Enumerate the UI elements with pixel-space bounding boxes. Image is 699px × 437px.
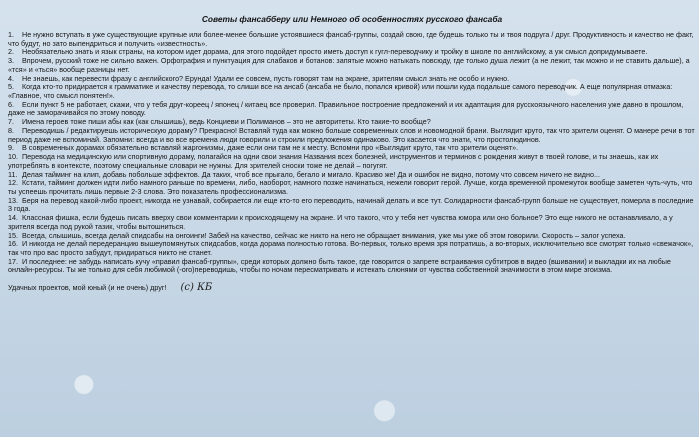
tip-number: 16. bbox=[8, 239, 18, 249]
tip-number: 17. bbox=[8, 256, 18, 266]
tip-text: И последнее: не забудь написать кучу «правил фансаб-группы», среди которых должно быть такое, где говорится о запрете встраивания субтитров в видео (вшивании) и выкладки их на любые онлайн-ресурсы. Ты же только для себя любимой (-ого)переводишь, чтобы по ночам пересматривать и истекать слюнями от чувства собственной значимости в этом мире эгоизма. bbox=[8, 256, 671, 275]
tip-number: 4. bbox=[8, 73, 14, 83]
tip-text: Не нужно вступать в уже существующие крупные или более-менее большие устоявшиеся фансаб-группы, создай свою, где будешь только ты и твоя подруга / друг. Продуктивность и качество не факт, что будут, но зато выпендриться и получить «известность». bbox=[8, 30, 694, 48]
tip-number: 14. bbox=[8, 213, 18, 223]
tip-number: 6. bbox=[8, 99, 14, 109]
tip-text: В современных дорамах обязательно вставляй жаргонизмы, даже если они там не к месту. Вспомни про «Выглядит круто, так что зрители оценят». bbox=[22, 143, 519, 153]
tip-number: 13. bbox=[8, 195, 18, 205]
tip-item bbox=[8, 214, 696, 231]
tip-text: Беря на перевод какой-либо проект, никогда не узнавай, собирается ли еще кто-то его переводить, начинай делать и все тут. Солидарности фансаб-групп больше не существует, померла в последние 3 года. bbox=[8, 195, 694, 214]
tip-item bbox=[8, 240, 696, 257]
tips-list bbox=[8, 31, 696, 275]
tip-item bbox=[8, 83, 696, 100]
closing-text: Удачных проектов, мой юный (и не очень) друг! bbox=[8, 283, 167, 293]
tip-number: 15. bbox=[8, 230, 18, 240]
tip-number: 11. bbox=[8, 169, 18, 179]
tip-item bbox=[8, 197, 696, 214]
tip-text: Необязательно знать и язык страны, на котором идет дорама, для этого подойдет просто иметь доступ к гугл-переводчику и тройку в школе по английскому, а уж смысл допридумываете. bbox=[22, 47, 648, 57]
tip-text: Не знаешь, как перевести фразу с английского? Ерунда! Удали ее совсем, пусть говорят там на экране, зрителям смысл знать не особо и нужно. bbox=[22, 73, 510, 83]
tip-text: Переводишь / редактируешь историческую дораму? Прекрасно! Вставляй туда как можно больше современных слов и новомодной брани. Выглядит круто, так что зрители оценят. О манере речи в тот период даже не вспоминай. Запомни: всегда и во все времена люди говорили и строили предложения одинаково. Это касается что знати, что простолюдинов. bbox=[8, 125, 695, 144]
tip-item bbox=[8, 179, 696, 196]
tip-number: 5. bbox=[8, 82, 14, 92]
tip-item bbox=[8, 153, 696, 170]
tip-text: Кстати, тайминг должен идти либо намного раньше по времени, либо, наоборот, намного позже начинаться, нежели говорит герой. Лучше, когда временной промежуток вообще заметен чуть-чуть, что ты успеешь прочитать лишь первые 2-3 слова. Это показатель профессионализма. bbox=[8, 178, 693, 196]
tip-text: Делая тайминг на клип, добавь побольше эффектов. Да таких, чтоб все прыгало, бегало и мигало. Красиво же! Да и ошибок не видно, потому что совсем ничего не видно... bbox=[22, 169, 600, 179]
tip-number: 9. bbox=[8, 143, 14, 153]
tip-number: 1. bbox=[8, 30, 14, 39]
tip-item bbox=[8, 57, 696, 74]
document-title: Советы фансабберу или Немного об особенностях русского фансаба bbox=[201, 14, 503, 24]
tip-number: 7. bbox=[8, 117, 14, 127]
tip-text: Когда кто-то придирается к грамматике и качеству перевода, то слиши все на ансаб (ансаба не было, попался кривой) или пошли куда подальше самого переводчик. А еще популярная отмазка: «Главное, что смысл понятен!». bbox=[8, 82, 673, 101]
tip-item bbox=[8, 258, 696, 275]
signature: (с) КБ bbox=[180, 282, 213, 294]
tip-text: Имена героев тоже пиши абы как (как слышишь), ведь Конциеви и Полиманов – это не авторитеты. Кто такие-то вообще? bbox=[22, 117, 431, 127]
tip-text: Впрочем, русский тоже не сильно важен. Орфография и пунктуация для слабаков и ботанов: запятые можно натыкать повсюду, где только душа лежит (а не лежит, так можно и не ставить дальше), а «тся» и «ться» вообще разницы нет. bbox=[8, 56, 690, 74]
tip-text: Если пункт 5 не работает, скажи, что у тебя друг-кореец / японец / китаец все проверил. Правильное построение предложений и их адаптация для русскоязычного населения уже давно в прошлом, даже не заморачивайся по этому поводу. bbox=[8, 99, 684, 118]
tip-item bbox=[8, 127, 696, 144]
tip-text: И никогда не делай передеранцию вышеупомянутых спидсабов, когда дорама полностью готова. Во-первых, только время зря потратишь, а во-вторых, исключительно все смотрят только «свежачок», так что про вас просто забудут, придираться никто не станет. bbox=[8, 239, 694, 257]
tip-number: 10. bbox=[8, 152, 18, 162]
tip-item bbox=[8, 101, 696, 118]
tip-number: 8. bbox=[8, 125, 14, 135]
tip-text: Всегда, слышишь, всегда делай спидсабы на онгоинги! Забей на качество, сейчас же никто на него не обращает внимания, уже мы уже об этом говорили. Скорость – залог успеха. bbox=[22, 230, 626, 240]
tip-number: 12. bbox=[8, 178, 18, 188]
tip-text: Перевода на медицинскую или спортивную дораму, полагайся на одни свои знания Названия всех болезней, инструментов и терминов с рождения живут в твоей голове, и ты знаешь, как их употреблять в контексте, поэтому специальные словари не нужны. Для зрителей сноски тоже не делай – погугят. bbox=[8, 152, 659, 170]
tip-text: Классная фишка, если будешь писать вверху свои комментарии к происходящему на экране. И что такого, что у тебя нет чувства юмора или оно больное? Это еще никого не останавливало, а у зрителя всегда под рукой тазик, чтобы вытошниться. bbox=[8, 213, 673, 231]
tip-item bbox=[8, 31, 696, 48]
tip-number: 3. bbox=[8, 56, 14, 66]
closing-line bbox=[8, 283, 696, 293]
document bbox=[8, 14, 696, 293]
tip-number: 2. bbox=[8, 47, 14, 57]
